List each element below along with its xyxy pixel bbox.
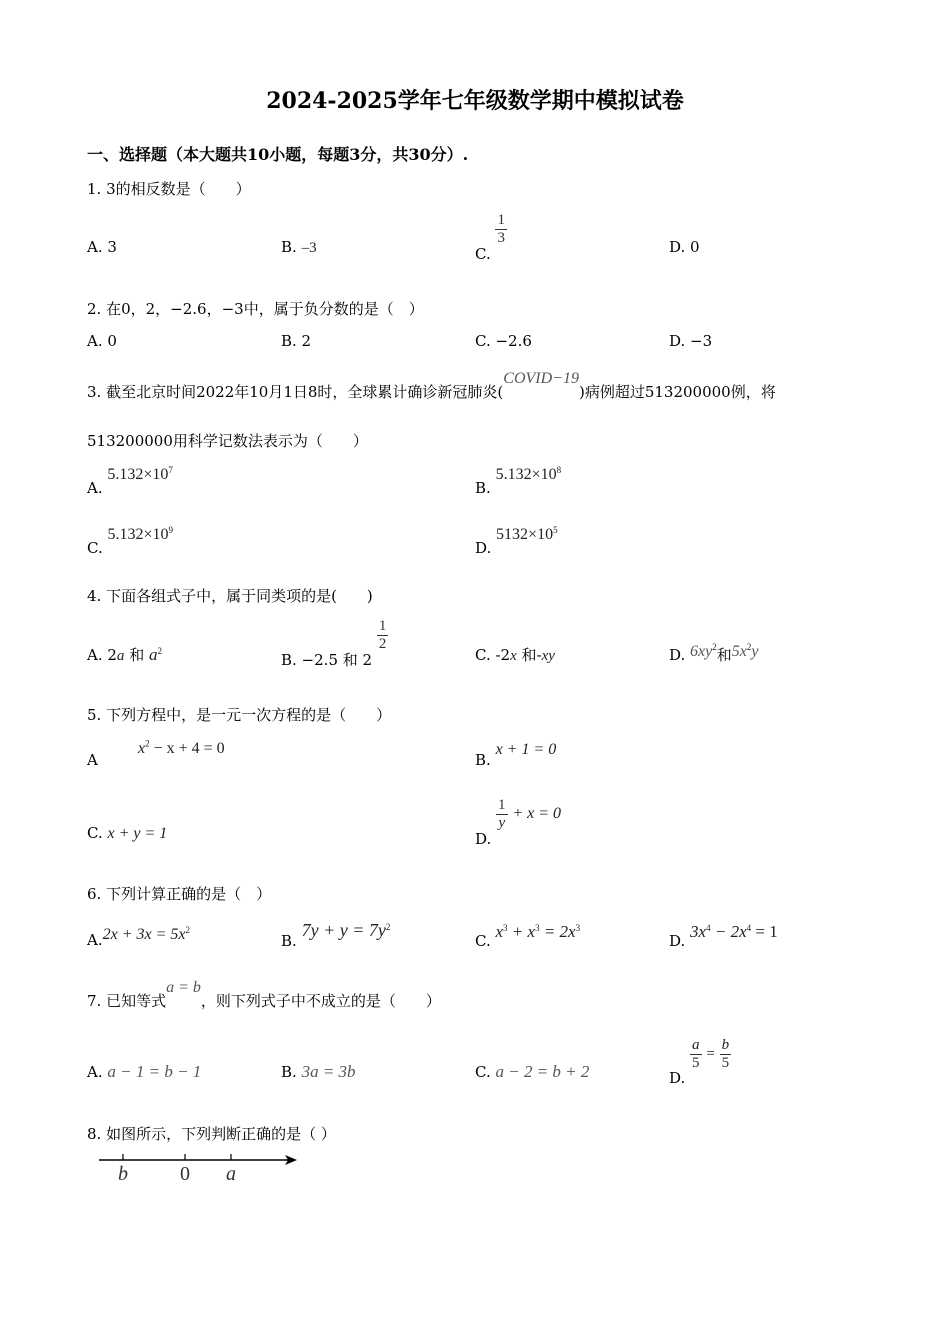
q4-option-d-exp1: 2 — [712, 642, 717, 652]
q1-option-c-fraction — [495, 212, 507, 246]
question-7-stem — [87, 979, 441, 1011]
q3-option-d-exponent: 5 — [553, 525, 558, 535]
q7-option-d-fraction-left — [690, 1037, 702, 1071]
q4-option-d[interactable] — [669, 640, 759, 664]
q7-option-d-fraction-right — [720, 1037, 732, 1071]
page-title: 2024-2025学年七年级数学期中模拟试卷 — [266, 88, 684, 114]
fraction-numerator: b — [721, 1037, 730, 1053]
q4-option-d-expr2b: y — [751, 643, 759, 660]
q5-option-a-exponent: 2 — [145, 738, 150, 749]
q1-option-c[interactable] — [475, 212, 507, 263]
q6-option-d[interactable] — [669, 922, 778, 950]
q4-option-b-label: B. −2.5 和 2 — [281, 651, 373, 669]
q3-option-c-label: C. — [87, 539, 103, 557]
fraction-denominator: 2 — [378, 635, 387, 652]
q7-condition: a = b — [166, 979, 201, 996]
q5-option-d-rest: + x = 0 — [512, 805, 562, 822]
q5-option-d-fraction — [496, 797, 508, 831]
q7-option-c-label: C. — [475, 1063, 496, 1081]
q3-option-a[interactable] — [87, 465, 173, 497]
question-4-stem: 4. 下面各组式子中，属于同类项的是( ) — [87, 587, 373, 605]
q5-option-b[interactable] — [475, 740, 557, 769]
q2-option-c[interactable]: C. −2.6 — [475, 332, 532, 350]
fraction-denominator: y — [498, 814, 506, 831]
label-b: b — [118, 1163, 128, 1185]
q3-option-a-exponent: 7 — [168, 465, 173, 475]
question-6-stem: 6. 下列计算正确的是（ ） — [87, 885, 272, 903]
q3-option-a-label: A. — [87, 479, 103, 497]
q6-option-b-exponent: 2 — [385, 922, 391, 932]
q4-option-d-expr1: 6xy — [690, 643, 713, 660]
q5-option-a-rest: − x + 4 = 0 — [149, 740, 225, 757]
q1-option-c-label: C. — [475, 245, 496, 263]
q5-option-d[interactable] — [475, 797, 562, 848]
q4-option-a-and: 和 — [124, 646, 149, 664]
q3-option-d-expr: 5132×10 — [496, 526, 554, 543]
q7-option-b[interactable] — [281, 1062, 356, 1082]
q4-option-c-and: 和- — [516, 646, 542, 664]
q6-option-c-mid: + x — [507, 922, 536, 941]
q6-option-b-expr: 7y + y = 7y — [301, 920, 386, 940]
q4-option-d-and: 和 — [716, 646, 732, 664]
q3-option-c-expr: 5.132×10 — [107, 526, 169, 543]
question-8-stem: 8. 如图所示，下列判断正确的是（ ） — [87, 1125, 336, 1143]
q1-option-d[interactable]: D. 0 — [669, 238, 700, 256]
fraction-numerator: 1 — [498, 797, 506, 813]
q4-option-a-expr: a — [148, 645, 158, 664]
q4-option-a-label: A. 2 — [87, 646, 117, 664]
question-3-stem-line2: 513200000用科学记数法表示为（ ） — [87, 432, 368, 450]
q6-option-a-label: A. — [87, 931, 103, 949]
q6-option-a-expr: 2x + 3x = 5x — [102, 926, 186, 943]
q7-option-a[interactable] — [87, 1062, 201, 1082]
q3-option-d-label: D. — [475, 539, 492, 557]
q6-option-b[interactable] — [281, 920, 391, 950]
fraction-numerator: a — [692, 1037, 700, 1053]
q7-text-after: ，则下列式子中不成立的是（ ） — [200, 992, 441, 1010]
q6-option-d-mid: − 2x — [710, 922, 747, 941]
q4-option-d-exp2: 2 — [746, 642, 752, 652]
q4-option-d-label: D. — [669, 646, 691, 664]
q6-option-d-e1: 4 — [706, 923, 711, 933]
q1-option-b-label: B. — [281, 238, 302, 256]
number-line-svg — [95, 1148, 305, 1188]
q7-option-d[interactable] — [669, 1037, 731, 1087]
q5-option-c[interactable] — [87, 824, 167, 843]
q5-option-a-label[interactable]: A — [87, 751, 98, 769]
q4-option-c-var2: xy — [541, 648, 555, 664]
q6-option-c-e1: 3 — [503, 923, 508, 933]
q3-option-b[interactable] — [475, 465, 562, 497]
q6-option-d-end: = 1 — [751, 922, 778, 941]
q3-option-b-expr: 5.132×10 — [495, 466, 557, 483]
q7-option-b-expr: 3a = 3b — [301, 1062, 356, 1081]
question-1-stem: 1. 3的相反数是（ ） — [87, 180, 251, 198]
q4-option-b[interactable] — [281, 618, 388, 669]
q7-option-c[interactable] — [475, 1062, 589, 1082]
q6-option-a-exponent: 2 — [185, 925, 191, 935]
label-a: a — [226, 1163, 236, 1185]
question-5-stem: 5. 下列方程中，是一元一次方程的是（ ） — [87, 706, 392, 724]
q7-option-d-label: D. — [669, 1069, 691, 1087]
label-zero: 0 — [180, 1163, 190, 1185]
fraction-numerator: 1 — [378, 618, 387, 634]
q4-option-c-var: x — [510, 648, 517, 664]
q5-option-c-label: C. — [87, 824, 108, 842]
q6-option-c-end: = 2x — [539, 922, 576, 941]
q6-option-c[interactable] — [475, 922, 581, 950]
section-heading: 一、选择题（本大题共10小题，每题3分，共30分）. — [87, 145, 469, 164]
q3-option-c-exponent: 9 — [168, 525, 174, 535]
question-2-stem: 2. 在0，2，−2.6，−3中，属于负分数的是（ ） — [87, 300, 424, 318]
q5-option-b-expr: x + 1 = 0 — [495, 741, 557, 758]
q7-option-a-expr: a − 1 = b − 1 — [107, 1062, 202, 1081]
q3-option-a-expr: 5.132×10 — [107, 466, 169, 483]
q1-option-b-expr: –3 — [301, 240, 317, 256]
q5-option-a-x: x — [138, 740, 146, 757]
q4-option-a[interactable] — [87, 644, 162, 665]
q7-text-before: 7. 已知等式 — [87, 992, 167, 1010]
q4-option-a-exponent: 2 — [157, 646, 162, 656]
q5-option-d-label: D. — [475, 830, 497, 848]
fraction-denominator: 3 — [497, 229, 505, 246]
q3-option-b-exponent: 8 — [556, 465, 562, 475]
q3-option-c[interactable] — [87, 525, 174, 557]
number-line-figure — [95, 1148, 305, 1188]
question-3-stem-line1 — [87, 370, 776, 402]
q6-option-c-e3: 3 — [575, 923, 581, 933]
q7-option-d-equals: = — [706, 1046, 715, 1062]
q5-option-c-expr: x + y = 1 — [107, 825, 168, 842]
q3-text-before: 3. 截至北京时间2022年10月1日8时，全球累计确诊新冠肺炎( — [87, 383, 504, 401]
q4-option-a-var: a — [116, 648, 125, 664]
q7-option-c-expr: a − 2 = b + 2 — [495, 1062, 590, 1081]
q2-option-d[interactable]: D. −3 — [669, 332, 713, 350]
q3-covid-expr: COVID−19 — [503, 370, 579, 387]
fraction-numerator: 1 — [497, 212, 505, 228]
fraction-denominator: 5 — [721, 1054, 730, 1071]
q6-option-c-x1: x — [495, 922, 504, 941]
q1-option-a[interactable]: A. 3 — [87, 238, 117, 256]
q4-option-d-expr2: 5x — [731, 643, 747, 660]
q3-option-b-label: B. — [475, 479, 491, 497]
q6-option-a[interactable] — [87, 925, 191, 949]
q6-option-d-e2: 4 — [746, 923, 752, 933]
q3-text-after: )病例超过513200000例，将 — [578, 383, 776, 401]
q4-option-c-label: C. -2 — [475, 646, 511, 664]
q7-option-a-label: A. — [87, 1063, 108, 1081]
q4-option-c[interactable] — [475, 644, 555, 665]
q6-option-d-label: D. — [669, 932, 686, 950]
q6-option-c-e2: 3 — [535, 923, 540, 933]
q2-option-b[interactable]: B. 2 — [281, 332, 312, 350]
q5-option-a-expr[interactable] — [138, 738, 225, 758]
q6-option-d-x1: 3x — [690, 922, 707, 941]
q5-option-b-label: B. — [475, 751, 491, 769]
q4-option-b-fraction — [377, 618, 389, 652]
q1-option-b[interactable] — [281, 238, 317, 257]
q6-option-c-label: C. — [475, 932, 491, 950]
q7-option-b-label: B. — [281, 1063, 302, 1081]
q2-option-a[interactable]: A. 0 — [87, 332, 117, 350]
fraction-denominator: 5 — [692, 1054, 700, 1071]
q6-option-b-label: B. — [281, 932, 297, 950]
q3-option-d[interactable] — [475, 525, 558, 557]
